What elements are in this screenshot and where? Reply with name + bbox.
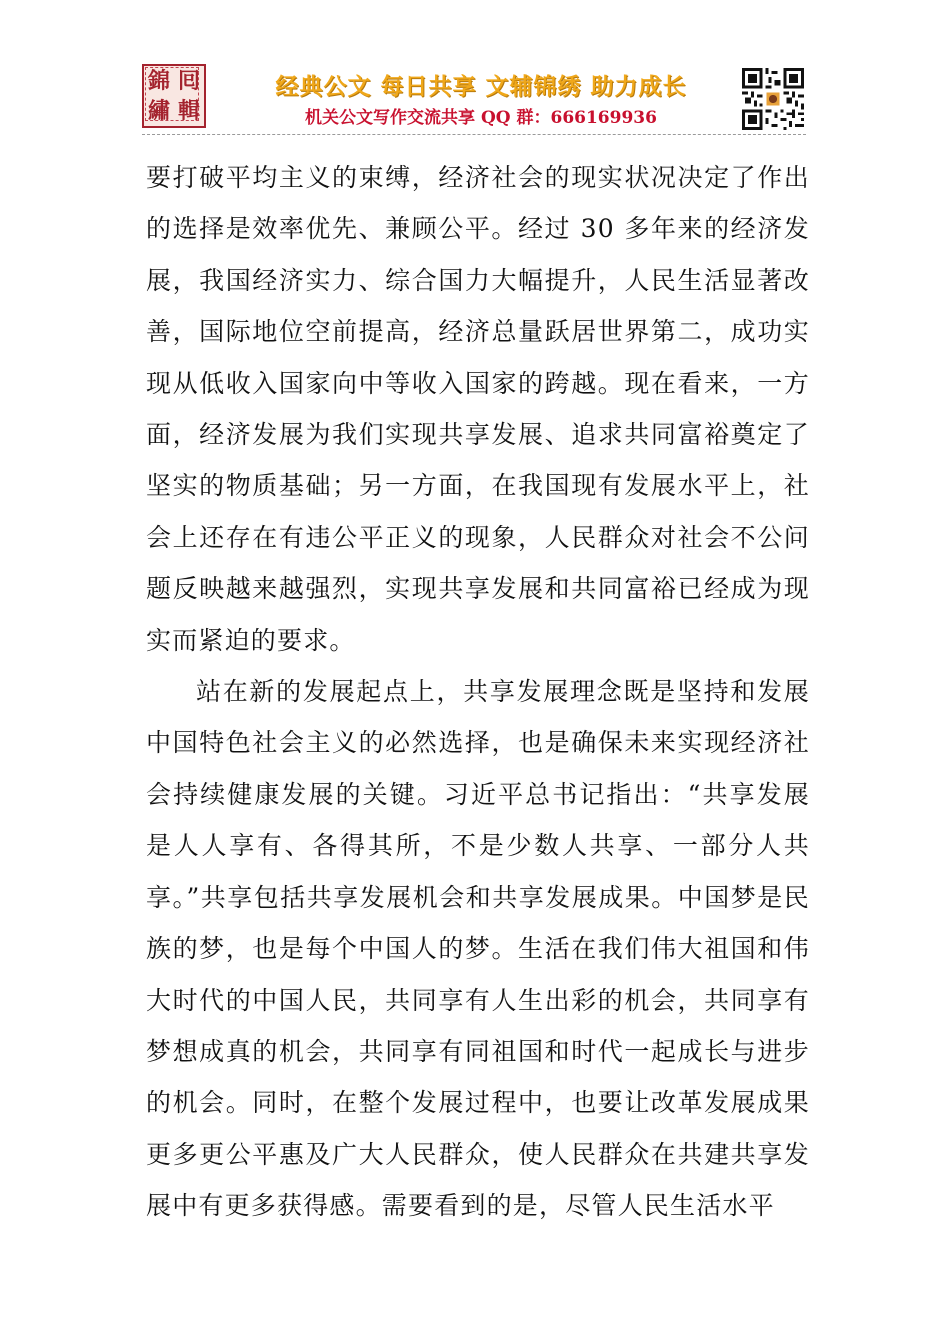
document-body	[146, 152, 810, 1232]
paragraph-2: 站在新的发展起点上，共享发展理念既是坚持和发展中国特色社会主义的必然选择，也是确保未来实现经济社会持续健康发展的关键。习近平总书记指出：“共享发展是人人享有、各得其所，不是少数人共享、一部分人共享。”共享包括共享发展机会和共享发展成果。中国梦是民族的梦，也是每个中国人的梦。生活在我们伟大祖国和伟大时代的中国人民，共同享有人生出彩的机会，共同享有梦想成真的机会，共同享有同祖国和时代一起成长与进步的机会。同时，在整个发展过程中，也要让改革发展成果更多更公平惠及广大人民群众，使人民群众在共建共享发展中有更多获得感。需要看到的是，尽管人民生活水平	[146, 677, 810, 1221]
qq-group-line: 机关公文写作交流共享 QQ 群：666169936	[305, 108, 657, 128]
paragraph-1: 要打破平均主义的束缚，经济社会的现实状况决定了作出的选择是效率优先、兼顾公平。经过 30 多年来的经济发展，我国经济实力、综合国力大幅提升，人民生活显著改善，国际地位空前提高，经济总量跃居世界第二，成功实现从低收入国家向中等收入国家的跨越。现在看来，一方面，经济发展为我们实现共享发展、追求共同富裕奠定了坚实的物质基础；另一方面，在我国现有发展水平上，社会上还存在有违公平正义的现象，人民群众对社会不公问题反映越来越强烈，实现共享发展和共同富裕已经成为现实而紧迫的要求。	[146, 163, 810, 655]
page-header	[0, 0, 950, 140]
brand-logo	[142, 64, 206, 128]
header-divider	[142, 134, 806, 135]
logo-char: 囘	[177, 68, 200, 94]
logo-char: 輯	[177, 98, 200, 124]
qr-code-icon	[742, 68, 804, 130]
logo-char: 錦	[147, 68, 170, 94]
logo-char: 繡	[147, 98, 170, 124]
header-slogan: 经典公文 每日共享 文辅锦绣 助力成长	[275, 74, 687, 100]
